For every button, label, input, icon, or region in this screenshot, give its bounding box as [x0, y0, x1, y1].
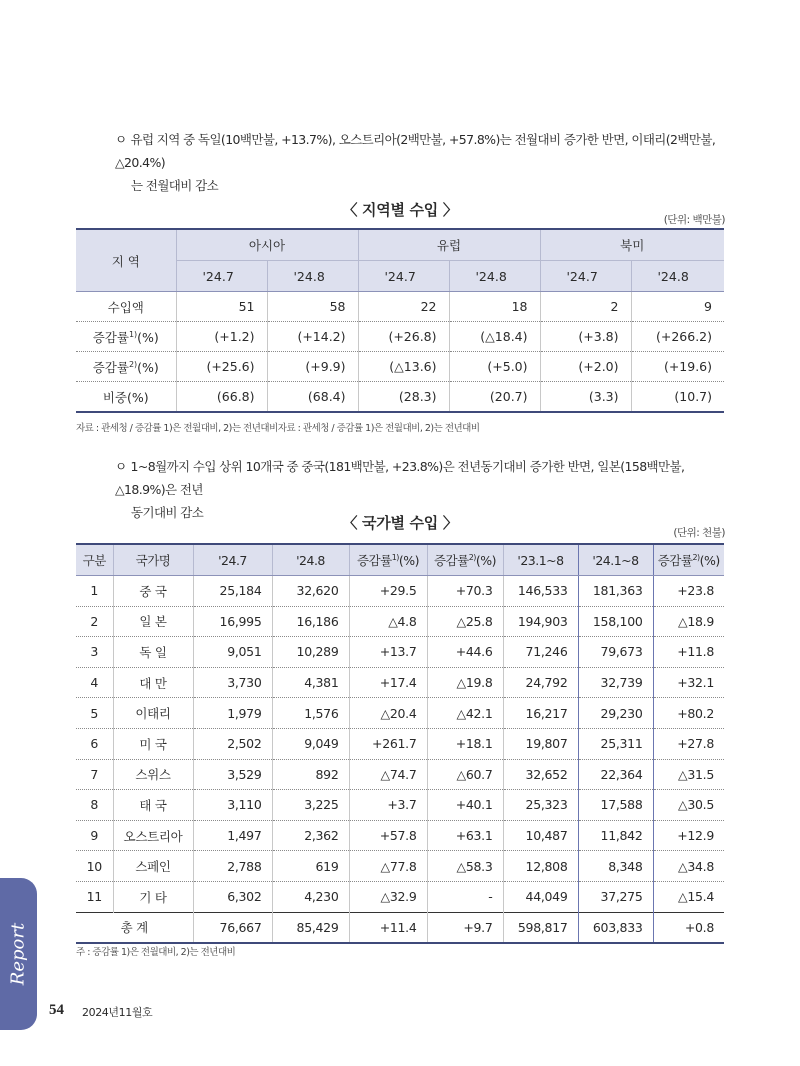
table2-title: 〈 국가별 수입 〉	[342, 514, 458, 532]
table-cell: +32.1	[653, 667, 724, 698]
column-header	[427, 544, 503, 576]
table-cell: △18.9	[653, 606, 724, 637]
country-cell: 독 일	[113, 637, 193, 668]
report-side-tab	[0, 878, 37, 1030]
table-row	[76, 698, 724, 729]
table-cell: 19,807	[503, 728, 578, 759]
table-cell: (+9.9)	[267, 352, 358, 382]
label-text: 비중(%)	[102, 389, 149, 405]
header-text: 구분	[82, 553, 106, 568]
period-header: '24.7	[540, 261, 631, 292]
table-cell: +23.8	[653, 576, 724, 607]
table-cell: 16,217	[503, 698, 578, 729]
table-row	[76, 382, 724, 413]
table-cell: +63.1	[427, 820, 503, 851]
table1-source: 자료 : 관세청 / 증감률 1)은 전월대비, 2)는 전년대비자료 : 관세청 / 증감률 1)은 전월대비, 2)는 전년대비	[76, 423, 480, 434]
regional-import-table	[76, 228, 724, 413]
table-cell: 158,100	[578, 606, 653, 637]
table-cell: +57.8	[349, 820, 427, 851]
table-cell: +0.8	[653, 912, 724, 943]
rank-cell: 6	[76, 728, 113, 759]
table-cell: 32,620	[272, 576, 349, 607]
country-import-table	[76, 543, 724, 944]
country-cell: 일 본	[113, 606, 193, 637]
table-row	[76, 667, 724, 698]
column-header	[349, 544, 427, 576]
table1-title: 〈 지역별 수입 〉	[342, 201, 458, 219]
table-cell: 603,833	[578, 912, 653, 943]
table-cell: 16,186	[272, 606, 349, 637]
issue-label: 2024년11월호	[82, 1006, 153, 1019]
table-cell: 16,995	[193, 606, 272, 637]
table-row	[76, 851, 724, 882]
table-cell: 2,362	[272, 820, 349, 851]
column-header	[653, 544, 724, 576]
column-header	[113, 544, 193, 576]
paragraph-line: 동기대비 감소	[131, 505, 204, 520]
paragraph-line: 1~8월까지 수입 상위 10개국 중 중국(181백만불, +23.8%)은 전년동기대비 증가한 반면, 일본(158백만불, △18.9%)은 전년	[115, 459, 685, 497]
label-text: 수입액	[107, 299, 144, 315]
table-cell: 22	[358, 292, 449, 322]
table-cell: (+1.2)	[176, 322, 267, 352]
table-cell: 3,110	[193, 790, 272, 821]
table-cell: 17,588	[578, 790, 653, 821]
table-cell: +80.2	[653, 698, 724, 729]
table-cell: (△18.4)	[449, 322, 540, 352]
table-cell: △42.1	[427, 698, 503, 729]
table-cell: 1,576	[272, 698, 349, 729]
table-cell: 2,788	[193, 851, 272, 882]
table-cell: +11.8	[653, 637, 724, 668]
label-suffix: (%)	[137, 359, 159, 375]
total-row	[76, 912, 724, 943]
table-cell: (10.7)	[631, 382, 724, 413]
country-cell: 대 만	[113, 667, 193, 698]
table-cell: 9,051	[193, 637, 272, 668]
table-cell: (20.7)	[449, 382, 540, 413]
table-cell: (+5.0)	[449, 352, 540, 382]
table-cell: 25,311	[578, 728, 653, 759]
table-cell: +3.7	[349, 790, 427, 821]
footnote-mark: 1)	[391, 552, 399, 562]
period-header: '24.8	[631, 261, 724, 292]
table-row	[76, 576, 724, 607]
table-cell: 79,673	[578, 637, 653, 668]
country-cell: 기 타	[113, 881, 193, 912]
row-label	[76, 322, 176, 352]
table-cell: 181,363	[578, 576, 653, 607]
rank-cell: 3	[76, 637, 113, 668]
table-cell: 25,323	[503, 790, 578, 821]
table-cell: 32,739	[578, 667, 653, 698]
table1-unit: (단위: 백만불)	[663, 214, 725, 226]
table-row	[76, 637, 724, 668]
table-cell: △19.8	[427, 667, 503, 698]
group-header: 아시아	[176, 229, 358, 261]
table-cell: 1,979	[193, 698, 272, 729]
table-cell: 11,842	[578, 820, 653, 851]
table-cell: 3,225	[272, 790, 349, 821]
row-label	[76, 382, 176, 413]
table-row	[76, 352, 724, 382]
country-cell: 스위스	[113, 759, 193, 790]
table-cell: +18.1	[427, 728, 503, 759]
group-header: 북미	[540, 229, 724, 261]
label-suffix: (%)	[137, 329, 159, 345]
side-tab-label: Report	[7, 922, 29, 986]
table-row	[76, 728, 724, 759]
footnote-mark: 2)	[128, 359, 138, 369]
table-cell: -	[427, 881, 503, 912]
table-cell: (68.4)	[267, 382, 358, 413]
table-cell: 3,529	[193, 759, 272, 790]
page-number: 54	[49, 1002, 64, 1018]
table-cell: 37,275	[578, 881, 653, 912]
region-header: 지 역	[76, 229, 176, 292]
paragraph-line: 는 전월대비 감소	[131, 178, 219, 193]
table-cell: 25,184	[193, 576, 272, 607]
rank-cell: 10	[76, 851, 113, 882]
table-cell: 71,246	[503, 637, 578, 668]
header-text: 국가명	[135, 553, 171, 568]
table-cell: △15.4	[653, 881, 724, 912]
table-cell: △25.8	[427, 606, 503, 637]
footnote-mark: 2)	[468, 552, 476, 562]
column-header	[272, 544, 349, 576]
total-label: 총 계	[76, 912, 193, 943]
table-cell: (+14.2)	[267, 322, 358, 352]
table-cell: +261.7	[349, 728, 427, 759]
table-cell: △60.7	[427, 759, 503, 790]
table-cell: 85,429	[272, 912, 349, 943]
table-cell: 4,230	[272, 881, 349, 912]
table-cell: +40.1	[427, 790, 503, 821]
label-text: 증감률	[92, 329, 129, 345]
country-cell: 이태리	[113, 698, 193, 729]
rank-cell: 11	[76, 881, 113, 912]
table-cell: (+3.8)	[540, 322, 631, 352]
column-header	[193, 544, 272, 576]
table-row	[76, 881, 724, 912]
column-header	[503, 544, 578, 576]
paragraph-line: 유럽 지역 중 독일(10백만불, +13.7%), 오스트리아(2백만불, +57.8%)는 전월대비 증가한 반면, 이태리(2백만불, △20.4%)	[115, 132, 716, 170]
table-cell: (3.3)	[540, 382, 631, 413]
table-row	[76, 759, 724, 790]
header-text: 증감률	[657, 553, 693, 568]
table-cell: (+26.8)	[358, 322, 449, 352]
period-header: '24.7	[176, 261, 267, 292]
table-cell: 598,817	[503, 912, 578, 943]
header-suffix: (%)	[398, 553, 420, 568]
rank-cell: 8	[76, 790, 113, 821]
rank-cell: 1	[76, 576, 113, 607]
table-cell: 194,903	[503, 606, 578, 637]
period-header: '24.8	[449, 261, 540, 292]
table-cell: 146,533	[503, 576, 578, 607]
table-cell: 58	[267, 292, 358, 322]
table-cell: △30.5	[653, 790, 724, 821]
table-cell: (+25.6)	[176, 352, 267, 382]
row-label	[76, 292, 176, 322]
table-cell: 9	[631, 292, 724, 322]
header-suffix: (%)	[699, 553, 720, 568]
table-cell: 10,289	[272, 637, 349, 668]
table-cell: 619	[272, 851, 349, 882]
table-cell: +13.7	[349, 637, 427, 668]
table-cell: 18	[449, 292, 540, 322]
table-cell: (△13.6)	[358, 352, 449, 382]
table-cell: 51	[176, 292, 267, 322]
table-cell: 76,667	[193, 912, 272, 943]
table-cell: +11.4	[349, 912, 427, 943]
table-row	[76, 292, 724, 322]
table-cell: (28.3)	[358, 382, 449, 413]
table-cell: +12.9	[653, 820, 724, 851]
table2-note: 주 : 증감률 1)은 전월대비, 2)는 전년대비	[76, 947, 236, 958]
footnote-mark: 1)	[128, 329, 138, 339]
table-cell: 22,364	[578, 759, 653, 790]
header-text: 증감률	[433, 553, 469, 568]
rank-cell: 2	[76, 606, 113, 637]
header-suffix: (%)	[475, 553, 497, 568]
table-row	[76, 606, 724, 637]
table-cell: (+266.2)	[631, 322, 724, 352]
table-cell: +29.5	[349, 576, 427, 607]
country-cell: 미 국	[113, 728, 193, 759]
table-cell: +27.8	[653, 728, 724, 759]
paragraph-europe	[115, 128, 730, 197]
table-cell: △20.4	[349, 698, 427, 729]
table-cell: 9,049	[272, 728, 349, 759]
table-cell: 892	[272, 759, 349, 790]
table-cell: △58.3	[427, 851, 503, 882]
label-text: 증감률	[92, 359, 129, 375]
table-cell: +44.6	[427, 637, 503, 668]
table-cell: 6,302	[193, 881, 272, 912]
column-header	[578, 544, 653, 576]
table-row	[76, 322, 724, 352]
period-header: '24.7	[358, 261, 449, 292]
row-label	[76, 352, 176, 382]
table-cell: △31.5	[653, 759, 724, 790]
table-cell: +9.7	[427, 912, 503, 943]
table-cell: 24,792	[503, 667, 578, 698]
table-row	[76, 790, 724, 821]
table-cell: 1,497	[193, 820, 272, 851]
table-row	[76, 820, 724, 851]
rank-cell: 4	[76, 667, 113, 698]
rank-cell: 9	[76, 820, 113, 851]
table-cell: 2	[540, 292, 631, 322]
table-cell: △74.7	[349, 759, 427, 790]
table-cell: △4.8	[349, 606, 427, 637]
country-cell: 중 국	[113, 576, 193, 607]
header-text: 증감률	[356, 553, 392, 568]
header-text: '23.1~8	[517, 552, 564, 568]
table-cell: 4,381	[272, 667, 349, 698]
table2-unit: (단위: 천불)	[673, 527, 725, 539]
header-text: '24.7	[218, 552, 247, 568]
table-cell: 44,049	[503, 881, 578, 912]
bullet-mark: ㅇ	[115, 459, 127, 474]
table-cell: 10,487	[503, 820, 578, 851]
period-header: '24.8	[267, 261, 358, 292]
table-cell: △34.8	[653, 851, 724, 882]
header-text: '24.8	[296, 552, 325, 568]
column-header	[76, 544, 113, 576]
footnote-mark: 2)	[692, 552, 700, 562]
table-cell: 32,652	[503, 759, 578, 790]
header-text: '24.1~8	[592, 552, 639, 568]
table-cell: (+19.6)	[631, 352, 724, 382]
country-cell: 스페인	[113, 851, 193, 882]
table-cell: 3,730	[193, 667, 272, 698]
table-cell: 29,230	[578, 698, 653, 729]
rank-cell: 7	[76, 759, 113, 790]
table-cell: 2,502	[193, 728, 272, 759]
country-cell: 오스트리아	[113, 820, 193, 851]
table-cell: (66.8)	[176, 382, 267, 413]
group-header: 유럽	[358, 229, 540, 261]
table-cell: (+2.0)	[540, 352, 631, 382]
table-cell: 8,348	[578, 851, 653, 882]
rank-cell: 5	[76, 698, 113, 729]
table-cell: △32.9	[349, 881, 427, 912]
country-cell: 태 국	[113, 790, 193, 821]
table-cell: △77.8	[349, 851, 427, 882]
table-cell: +70.3	[427, 576, 503, 607]
table-cell: +17.4	[349, 667, 427, 698]
bullet-mark: ㅇ	[115, 132, 127, 147]
table-cell: 12,808	[503, 851, 578, 882]
